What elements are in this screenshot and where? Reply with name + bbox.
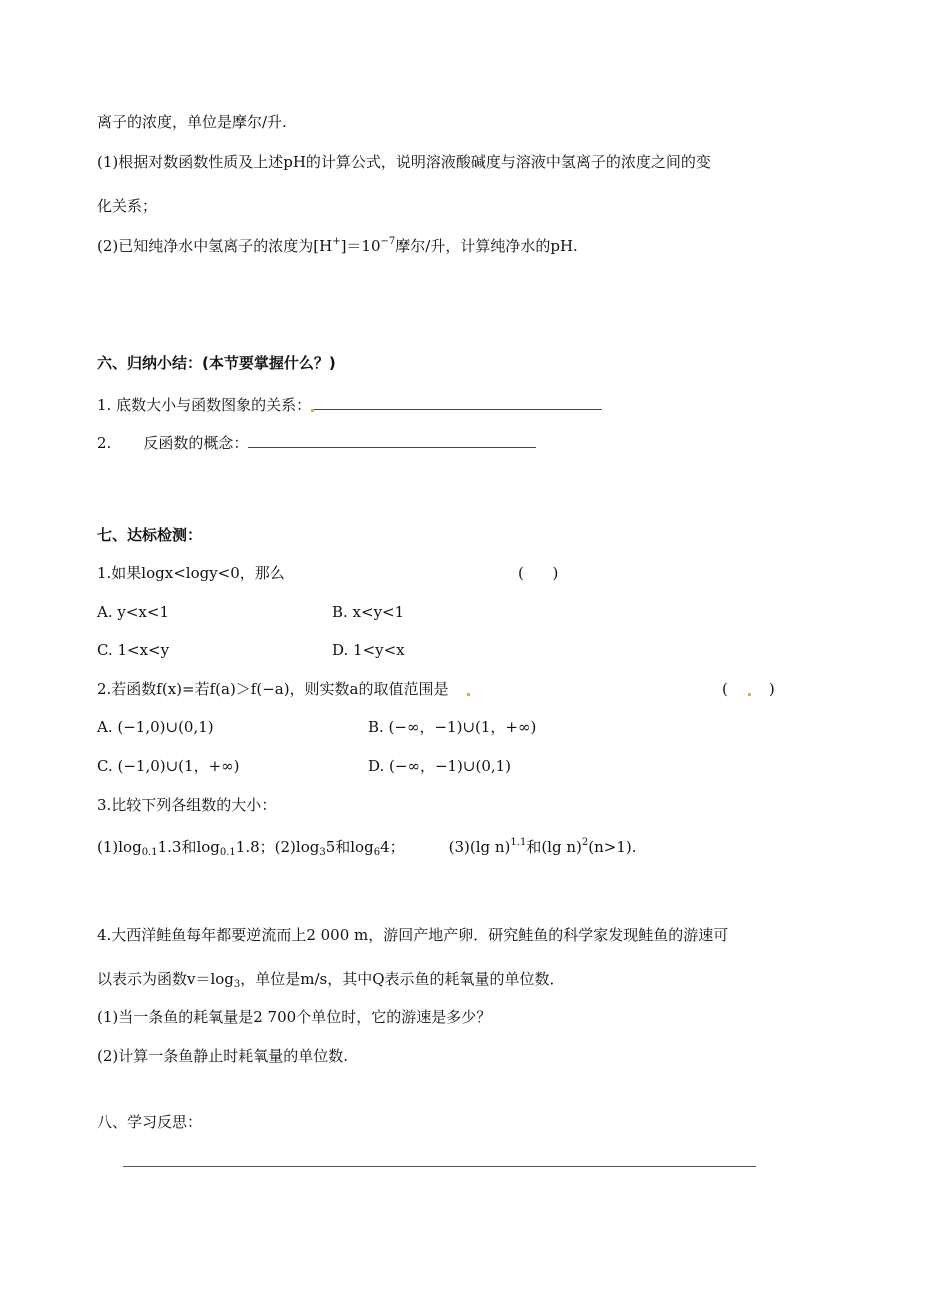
q1-option-a[interactable]: A. y<x<1 bbox=[97, 603, 169, 621]
q3-text: 1.8；(2)log bbox=[235, 838, 320, 856]
q3-items bbox=[97, 833, 636, 863]
q3-text: (3)(lg n) bbox=[448, 838, 511, 856]
answer-blank-2[interactable] bbox=[248, 433, 536, 448]
highlight-mark bbox=[748, 693, 751, 696]
q3-sub: 0.1 bbox=[141, 847, 158, 858]
q3-sub: 3 bbox=[319, 847, 326, 858]
section6-heading: 六、归纳小结：(本节要掌握什么？) bbox=[97, 354, 336, 372]
section6-item2-num: 2. bbox=[97, 434, 112, 452]
highlight-mark bbox=[467, 693, 470, 696]
q3-sup: 1.1 bbox=[510, 837, 527, 848]
q2-option-c[interactable]: C. (−1,0)∪(1，+∞) bbox=[97, 757, 240, 775]
q3-sup: 2 bbox=[581, 837, 589, 848]
q2-answer-paren[interactable] bbox=[722, 679, 775, 699]
q3-text: 1.3和log bbox=[157, 838, 220, 856]
section6-item2-label: 反函数的概念： bbox=[143, 434, 249, 452]
intro-question-1b: 化关系； bbox=[97, 197, 158, 215]
q2-post: 摩尔/升，计算纯净水的pH. bbox=[395, 237, 578, 255]
reflection-line[interactable] bbox=[123, 1166, 756, 1167]
section6-item1-label: 1. 底数大小与函数图象的关系： bbox=[97, 396, 312, 414]
q4-sub: 3 bbox=[233, 979, 241, 990]
q2-mid: ]＝10 bbox=[340, 237, 381, 255]
q2-sup1: + bbox=[332, 236, 341, 247]
q2-sup2: −7 bbox=[380, 236, 396, 247]
q4-text: 4.大西洋鲑鱼每年都要逆流而上2 000 m，游回产地产卵．研究鲑鱼的科学家发现鲑鱼的游速可 bbox=[97, 926, 729, 944]
q1-option-b[interactable]: B. x<y<1 bbox=[332, 603, 405, 621]
q4-text: 以表示为函数v＝log bbox=[97, 970, 234, 988]
q3-sub: 0.1 bbox=[219, 847, 236, 858]
paren-open: ( bbox=[722, 680, 728, 698]
q1-option-d[interactable]: D. 1<y<x bbox=[332, 641, 405, 659]
q2-option-d[interactable]: D. (−∞，−1)∪(0,1) bbox=[368, 757, 512, 775]
q3-text: 4； bbox=[380, 838, 405, 856]
q3-text: 5和log bbox=[325, 838, 374, 856]
section6-item2 bbox=[97, 433, 536, 453]
q1-answer-paren[interactable]: ( ) bbox=[518, 564, 559, 582]
q2-option-b[interactable]: B. (−∞，−1)∪(1，+∞) bbox=[368, 718, 537, 736]
q2-pre: (2)已知纯净水中氢离子的浓度为[H bbox=[97, 237, 333, 255]
q4-subquestion-1: (1)当一条鱼的耗氧量是2 700个单位时，它的游速是多少？ bbox=[97, 1008, 492, 1026]
q1-stem: 1.如果logx<logy<0，那么 bbox=[97, 564, 285, 582]
q2-stem bbox=[97, 679, 470, 699]
q2-stem-text: 2.若函数f(x)=若f(a)＞f(−a)，则实数a的取值范围是 bbox=[97, 680, 449, 698]
q4-subquestion-2: (2)计算一条鱼静止时耗氧量的单位数. bbox=[97, 1047, 349, 1065]
q1-option-c[interactable]: C. 1<x<y bbox=[97, 641, 170, 659]
intro-question-2 bbox=[97, 232, 578, 256]
intro-line: 离子的浓度，单位是摩尔/升. bbox=[97, 113, 287, 131]
q3-stem: 3.比较下列各组数的大小： bbox=[97, 796, 277, 814]
paren-close: ) bbox=[768, 680, 775, 698]
q4-text: ，单位是m/s，其中Q表示鱼的耗氧量的单位数． bbox=[240, 970, 565, 988]
section6-item1 bbox=[97, 395, 602, 415]
q3-text: (1)log bbox=[97, 838, 142, 856]
section7-heading: 七、达标检测： bbox=[97, 526, 203, 544]
intro-question-1a: (1)根据对数函数性质及上述pH的计算公式，说明溶液酸碱度与溶液中氢离子的浓度之间的变 bbox=[97, 153, 711, 171]
answer-blank-1[interactable] bbox=[314, 395, 602, 410]
q3-text: 和(lg n) bbox=[526, 838, 582, 856]
q2-option-a[interactable]: A. (−1,0)∪(0,1) bbox=[97, 718, 214, 736]
q4-stem-a bbox=[97, 925, 728, 945]
section8-heading: 八、学习反思： bbox=[97, 1113, 203, 1131]
q3-sub: 6 bbox=[373, 847, 381, 858]
q4-stem-b bbox=[97, 969, 565, 995]
q3-text: (n>1). bbox=[588, 838, 637, 856]
